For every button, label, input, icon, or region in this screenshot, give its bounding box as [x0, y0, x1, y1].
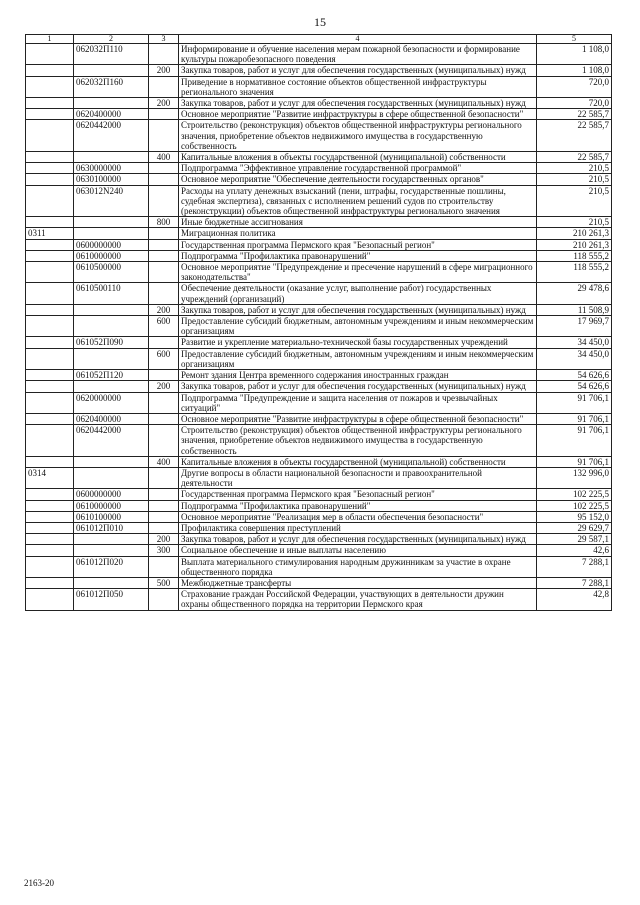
description-cell: Закупка товаров, работ и услуг для обеспечения государственных (муниципальных) нужд: [179, 534, 537, 545]
section-code-cell: [26, 381, 74, 392]
table-row: [26, 152, 612, 163]
target-article-cell: [74, 545, 149, 556]
description-cell: Строительство (реконструкция) объектов общественной инфраструктуры регионального значения, приобретение объектов недвижимого имущества в государственную собственность: [179, 120, 537, 152]
expense-type-cell: 200: [149, 304, 179, 315]
amount-cell: 34 450,0: [537, 337, 612, 348]
section-code-cell: [26, 217, 74, 228]
table-row: [26, 65, 612, 76]
section-code-cell: [26, 425, 74, 457]
expense-type-cell: [149, 522, 179, 533]
target-article-cell: [74, 152, 149, 163]
table-row: [26, 348, 612, 369]
amount-cell: 7 288,1: [537, 556, 612, 577]
target-article-cell: 0620442000: [74, 120, 149, 152]
table-row: [26, 489, 612, 500]
expense-type-cell: [149, 120, 179, 152]
table-row: [26, 392, 612, 413]
description-cell: Основное мероприятие "Развитие инфраструктуры в сфере общественной безопасности": [179, 109, 537, 120]
description-cell: Обеспечение деятельности (оказание услуг, выполнение работ) государственных учреждений (организаций): [179, 283, 537, 304]
description-cell: Основное мероприятие "Развитие инфраструктуры в сфере общественной безопасности": [179, 413, 537, 424]
expense-type-cell: [149, 370, 179, 381]
expense-type-cell: 200: [149, 65, 179, 76]
expense-type-cell: [149, 489, 179, 500]
expense-type-cell: [149, 392, 179, 413]
table-row: [26, 534, 612, 545]
expense-type-cell: [149, 425, 179, 457]
expense-type-cell: 200: [149, 381, 179, 392]
description-cell: Закупка товаров, работ и услуг для обеспечения государственных (муниципальных) нужд: [179, 98, 537, 109]
expense-type-cell: [149, 413, 179, 424]
amount-cell: 91 706,1: [537, 456, 612, 467]
section-code-cell: 0314: [26, 467, 74, 488]
section-code-cell: [26, 174, 74, 185]
description-cell: Подпрограмма "Профилактика правонарушений": [179, 250, 537, 261]
description-cell: Подпрограмма "Профилактика правонарушений": [179, 500, 537, 511]
expense-type-cell: [149, 44, 179, 65]
table-row: [26, 283, 612, 304]
expense-type-cell: 400: [149, 152, 179, 163]
target-article-cell: 062032П160: [74, 76, 149, 97]
section-code-cell: [26, 120, 74, 152]
expense-type-cell: 300: [149, 545, 179, 556]
section-code-cell: [26, 545, 74, 556]
table-row: [26, 589, 612, 610]
expense-type-cell: [149, 185, 179, 217]
description-cell: Строительство (реконструкция) объектов общественной инфраструктуры регионального значения, приобретение объектов недвижимого имущества в государственную собственность: [179, 425, 537, 457]
section-code-cell: [26, 392, 74, 413]
description-cell: Подпрограмма "Предупреждение и защита населения от пожаров и чрезвычайных ситуаций": [179, 392, 537, 413]
target-article-cell: 0620400000: [74, 413, 149, 424]
table-row: [26, 228, 612, 239]
description-cell: Закупка товаров, работ и услуг для обеспечения государственных (муниципальных) нужд: [179, 381, 537, 392]
table-row: [26, 163, 612, 174]
amount-cell: 11 508,9: [537, 304, 612, 315]
section-code-cell: [26, 511, 74, 522]
section-code-cell: [26, 337, 74, 348]
table-row: [26, 98, 612, 109]
amount-cell: 1 108,0: [537, 44, 612, 65]
document-code: 2163-20: [24, 878, 54, 888]
target-article-cell: 0630000000: [74, 163, 149, 174]
target-article-cell: [74, 534, 149, 545]
amount-cell: 91 706,1: [537, 425, 612, 457]
amount-cell: 210,5: [537, 163, 612, 174]
table-row: [26, 556, 612, 577]
section-code-cell: [26, 163, 74, 174]
section-code-cell: [26, 262, 74, 283]
description-cell: Капитальные вложения в объекты государственной (муниципальной) собственности: [179, 152, 537, 163]
expense-type-cell: 500: [149, 577, 179, 588]
amount-cell: 720,0: [537, 76, 612, 97]
target-article-cell: 061012П010: [74, 522, 149, 533]
page-number: 15: [314, 15, 326, 29]
table-row: [26, 217, 612, 228]
table-body: [26, 44, 612, 611]
description-cell: Закупка товаров, работ и услуг для обеспечения государственных (муниципальных) нужд: [179, 304, 537, 315]
description-cell: Основное мероприятие "Обеспечение деятельности государственных органов": [179, 174, 537, 185]
section-code-cell: [26, 65, 74, 76]
description-cell: Информирование и обучение населения мерам пожарной безопасности и формирование культуры пожаробезопасного поведения: [179, 44, 537, 65]
amount-cell: 54 626,6: [537, 370, 612, 381]
amount-cell: 118 555,2: [537, 262, 612, 283]
table-row: [26, 76, 612, 97]
section-code-cell: [26, 239, 74, 250]
target-article-cell: 061052П090: [74, 337, 149, 348]
target-article-cell: 061012П050: [74, 589, 149, 610]
section-code-cell: [26, 316, 74, 337]
description-cell: Выплата материального стимулирования народным дружинникам за участие в охране общественного порядка: [179, 556, 537, 577]
amount-cell: 720,0: [537, 98, 612, 109]
table-row: [26, 185, 612, 217]
table-row: [26, 467, 612, 488]
section-code-cell: [26, 250, 74, 261]
expense-type-cell: [149, 500, 179, 511]
target-article-cell: 0620400000: [74, 109, 149, 120]
description-cell: Иные бюджетные ассигнования: [179, 217, 537, 228]
target-article-cell: 0600000000: [74, 489, 149, 500]
description-cell: Профилактика совершения преступлений: [179, 522, 537, 533]
section-code-cell: [26, 185, 74, 217]
amount-cell: 29 629,7: [537, 522, 612, 533]
section-code-cell: [26, 556, 74, 577]
expense-type-cell: 600: [149, 316, 179, 337]
target-article-cell: [74, 228, 149, 239]
expense-type-cell: [149, 250, 179, 261]
amount-cell: 102 225,5: [537, 500, 612, 511]
amount-cell: 210,5: [537, 185, 612, 217]
amount-cell: 54 626,6: [537, 381, 612, 392]
target-article-cell: [74, 217, 149, 228]
amount-cell: 102 225,5: [537, 489, 612, 500]
table-row: [26, 456, 612, 467]
section-code-cell: [26, 76, 74, 97]
section-code-cell: [26, 589, 74, 610]
section-code-cell: [26, 109, 74, 120]
amount-cell: 210 261,3: [537, 239, 612, 250]
target-article-cell: [74, 304, 149, 315]
column-header-5: 5: [537, 35, 612, 44]
description-cell: Страхование граждан Российской Федерации, участвующих в деятельности дружин охраны общественного порядка на территории Пермского края: [179, 589, 537, 610]
amount-cell: 91 706,1: [537, 413, 612, 424]
amount-cell: 29 478,6: [537, 283, 612, 304]
section-code-cell: [26, 370, 74, 381]
expense-type-cell: [149, 239, 179, 250]
column-header-4: 4: [179, 35, 537, 44]
expense-type-cell: [149, 76, 179, 97]
target-article-cell: [74, 65, 149, 76]
expense-type-cell: [149, 283, 179, 304]
table-header-row: [26, 35, 612, 44]
section-code-cell: [26, 283, 74, 304]
table-row: [26, 425, 612, 457]
expense-type-cell: [149, 109, 179, 120]
amount-cell: 29 587,1: [537, 534, 612, 545]
target-article-cell: 061052П120: [74, 370, 149, 381]
table-row: [26, 511, 612, 522]
table-row: [26, 109, 612, 120]
expense-type-cell: [149, 467, 179, 488]
section-code-cell: [26, 577, 74, 588]
description-cell: Миграционная политика: [179, 228, 537, 239]
expense-type-cell: [149, 228, 179, 239]
description-cell: Основное мероприятие "Предупреждение и пресечение нарушений в сфере миграционного законодательства": [179, 262, 537, 283]
target-article-cell: 063012N240: [74, 185, 149, 217]
amount-cell: 7 288,1: [537, 577, 612, 588]
table-row: [26, 239, 612, 250]
table-row: [26, 316, 612, 337]
target-article-cell: [74, 98, 149, 109]
budget-table: [25, 34, 612, 611]
table-row: [26, 522, 612, 533]
description-cell: Государственная программа Пермского края "Безопасный регион": [179, 239, 537, 250]
amount-cell: 42,6: [537, 545, 612, 556]
section-code-cell: [26, 413, 74, 424]
amount-cell: 34 450,0: [537, 348, 612, 369]
target-article-cell: [74, 467, 149, 488]
description-cell: Подпрограмма "Эффективное управление государственной программой": [179, 163, 537, 174]
target-article-cell: 0610000000: [74, 250, 149, 261]
description-cell: Расходы на уплату денежных взысканий (пени, штрафы, государственные пошлины, судебная экспертиза), связанных с исполнением решений судов по строительству (реконструкции) объектов общественной инфраструктуры регионального значения: [179, 185, 537, 217]
expense-type-cell: 800: [149, 217, 179, 228]
description-cell: Основное мероприятие "Реализация мер в области обеспечения безопасности": [179, 511, 537, 522]
table-row: [26, 337, 612, 348]
amount-cell: 132 996,0: [537, 467, 612, 488]
expense-type-cell: 400: [149, 456, 179, 467]
target-article-cell: [74, 381, 149, 392]
amount-cell: 95 152,0: [537, 511, 612, 522]
table-row: [26, 250, 612, 261]
section-code-cell: [26, 489, 74, 500]
amount-cell: 22 585,7: [537, 120, 612, 152]
description-cell: Развитие и укрепление материально-технической базы государственных учреждений: [179, 337, 537, 348]
expense-type-cell: [149, 262, 179, 283]
section-code-cell: [26, 152, 74, 163]
table-row: [26, 381, 612, 392]
amount-cell: 22 585,7: [537, 109, 612, 120]
target-article-cell: 0630100000: [74, 174, 149, 185]
section-code-cell: 0311: [26, 228, 74, 239]
target-article-cell: 061012П020: [74, 556, 149, 577]
amount-cell: 1 108,0: [537, 65, 612, 76]
description-cell: Предоставление субсидий бюджетным, автономным учреждениям и иным некоммерческим организациям: [179, 348, 537, 369]
description-cell: Социальное обеспечение и иные выплаты населению: [179, 545, 537, 556]
amount-cell: 210,5: [537, 217, 612, 228]
expense-type-cell: [149, 337, 179, 348]
amount-cell: 210,5: [537, 174, 612, 185]
expense-type-cell: [149, 511, 179, 522]
description-cell: Межбюджетные трансферты: [179, 577, 537, 588]
expense-type-cell: [149, 556, 179, 577]
target-article-cell: 0610500110: [74, 283, 149, 304]
section-code-cell: [26, 534, 74, 545]
target-article-cell: 0610500000: [74, 262, 149, 283]
column-header-1: 1: [26, 35, 74, 44]
expense-type-cell: [149, 174, 179, 185]
expense-type-cell: 200: [149, 98, 179, 109]
column-header-3: 3: [149, 35, 179, 44]
table-row: [26, 545, 612, 556]
table-row: [26, 304, 612, 315]
amount-cell: 210 261,3: [537, 228, 612, 239]
expense-type-cell: [149, 589, 179, 610]
description-cell: Государственная программа Пермского края "Безопасный регион": [179, 489, 537, 500]
description-cell: Предоставление субсидий бюджетным, автономным учреждениям и иным некоммерческим организациям: [179, 316, 537, 337]
section-code-cell: [26, 456, 74, 467]
section-code-cell: [26, 522, 74, 533]
section-code-cell: [26, 44, 74, 65]
column-header-2: 2: [74, 35, 149, 44]
description-cell: Ремонт здания Центра временного содержания иностранных граждан: [179, 370, 537, 381]
section-code-cell: [26, 500, 74, 511]
table-row: [26, 500, 612, 511]
target-article-cell: 0600000000: [74, 239, 149, 250]
target-article-cell: [74, 577, 149, 588]
amount-cell: 118 555,2: [537, 250, 612, 261]
description-cell: Капитальные вложения в объекты государственной (муниципальной) собственности: [179, 456, 537, 467]
table-row: [26, 262, 612, 283]
target-article-cell: [74, 456, 149, 467]
amount-cell: 91 706,1: [537, 392, 612, 413]
section-code-cell: [26, 304, 74, 315]
target-article-cell: 0620000000: [74, 392, 149, 413]
table-row: [26, 174, 612, 185]
target-article-cell: 0610100000: [74, 511, 149, 522]
target-article-cell: [74, 348, 149, 369]
expense-type-cell: [149, 163, 179, 174]
amount-cell: 17 969,7: [537, 316, 612, 337]
expense-type-cell: 200: [149, 534, 179, 545]
amount-cell: 42,8: [537, 589, 612, 610]
expense-type-cell: 600: [149, 348, 179, 369]
description-cell: Приведение в нормативное состояние объектов общественной инфраструктуры регионального значения: [179, 76, 537, 97]
description-cell: Закупка товаров, работ и услуг для обеспечения государственных (муниципальных) нужд: [179, 65, 537, 76]
amount-cell: 22 585,7: [537, 152, 612, 163]
table-row: [26, 120, 612, 152]
table-row: [26, 577, 612, 588]
section-code-cell: [26, 348, 74, 369]
section-code-cell: [26, 98, 74, 109]
table-row: [26, 44, 612, 65]
target-article-cell: 0610000000: [74, 500, 149, 511]
description-cell: Другие вопросы в области национальной безопасности и правоохранительной деятельности: [179, 467, 537, 488]
target-article-cell: [74, 316, 149, 337]
target-article-cell: 062032П110: [74, 44, 149, 65]
table-row: [26, 370, 612, 381]
target-article-cell: 0620442000: [74, 425, 149, 457]
table-row: [26, 413, 612, 424]
